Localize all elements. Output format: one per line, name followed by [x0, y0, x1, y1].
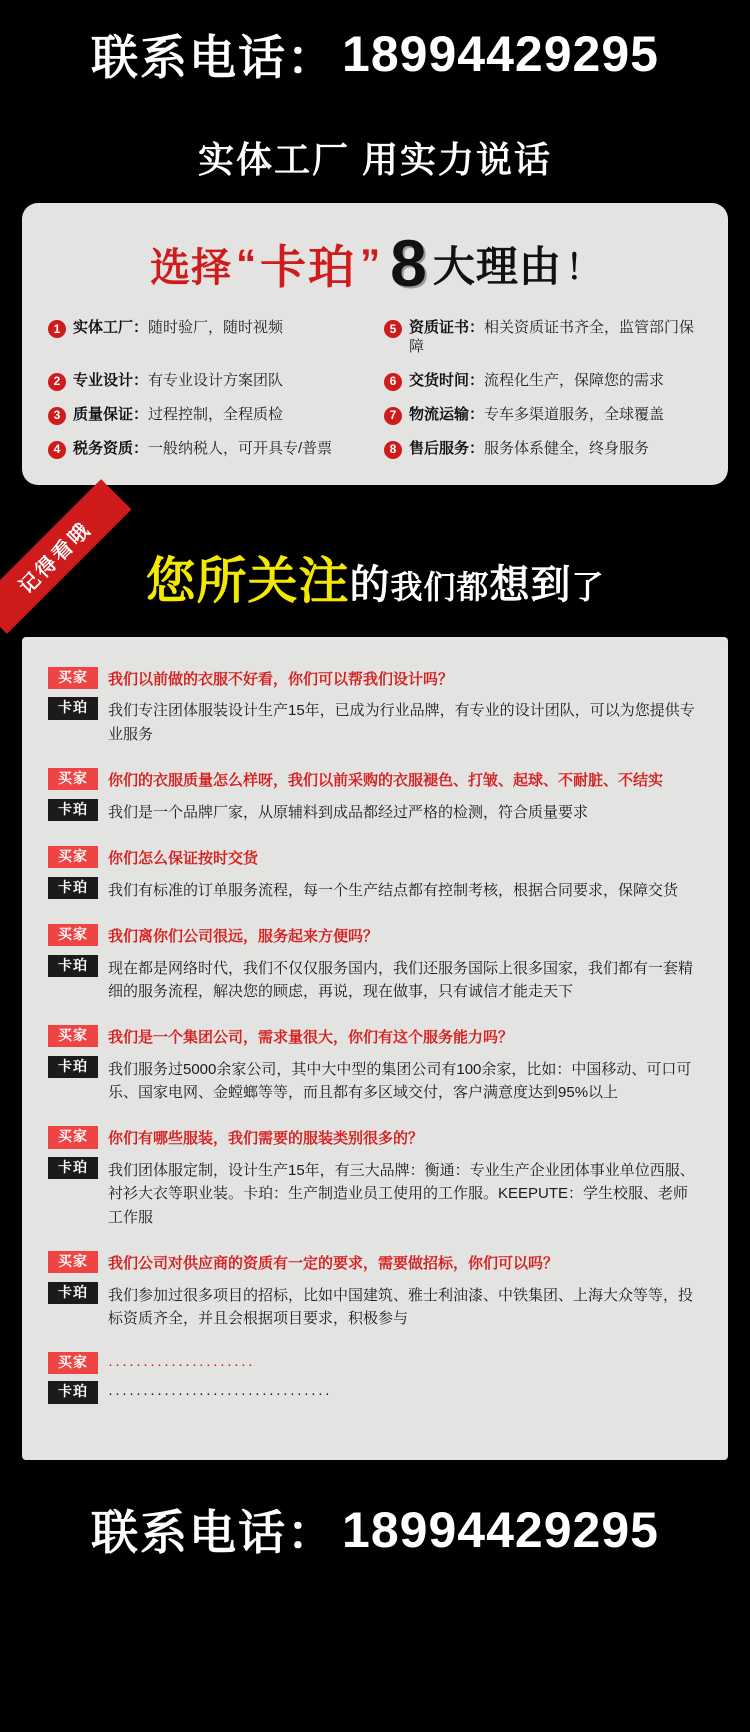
brand-tag: 卡珀 — [48, 799, 98, 821]
top-phone-banner — [0, 0, 750, 108]
buyer-tag: 买家 — [48, 846, 98, 868]
qa-question-text: 我们是一个集团公司，需求量很大，你们有这个服务能力吗？ — [108, 1029, 514, 1046]
reason-number: 2 — [48, 373, 66, 391]
buyer-tag: 买家 — [48, 1126, 98, 1148]
reason-title: 质量保证： — [73, 405, 149, 423]
qa-card — [22, 637, 728, 1460]
qa-answer-text: 我们参加过很多项目的招标，比如中国建筑、雅士利油漆、中铁集团、上海大众等等，投标资质齐全，并且会根据项目要求，积极参与 — [108, 1286, 694, 1327]
headline-suffix: 大理由 — [432, 243, 562, 290]
reason-desc: 随时验厂，随时视频 — [148, 319, 284, 336]
reason-desc: 专车多渠道服务，全球覆盖 — [484, 405, 665, 423]
qa-question-line — [48, 1025, 702, 1049]
qa-question-text: 你们有哪些服装，我们需要的服装类别很多的？ — [108, 1130, 424, 1148]
brand-tag: 卡珀 — [48, 1157, 98, 1179]
reason-item — [384, 440, 702, 459]
reason-number: 4 — [48, 441, 66, 459]
reason-item — [48, 406, 366, 425]
qa-question-line — [48, 768, 702, 792]
qa-answer-line — [48, 1381, 702, 1403]
qa-answer-text: ································ — [108, 1385, 332, 1403]
qa-question-text: ····················· — [108, 1356, 255, 1373]
qa-item — [48, 768, 702, 824]
top-phone-number: 18994429295 — [342, 26, 659, 82]
buyer-tag: 买家 — [48, 1352, 98, 1374]
qa-answer-line — [48, 799, 702, 824]
reasons-grid — [48, 319, 702, 459]
qa-item — [48, 667, 702, 746]
qa-title-part2: 的 — [349, 562, 391, 607]
headline-prefix: 选择 — [150, 245, 233, 290]
reason-number: 7 — [384, 407, 402, 425]
qa-answer-text: 我们专注团体服装设计生产15年，已成为行业品牌，有专业的设计团队，可以为您提供专业服务 — [108, 702, 695, 743]
reason-item — [384, 319, 702, 357]
qa-question-text: 你们的衣服质量怎么样呀，我们以前采购的衣服褪色、打皱、起球、不耐脏、不结实 — [108, 771, 664, 789]
qa-question-text: 你们怎么保证按时交货 — [108, 849, 259, 867]
buyer-tag: 买家 — [48, 1251, 98, 1273]
reason-title: 物流运输： — [409, 405, 485, 423]
qa-title-part1: 您所关注 — [145, 552, 350, 609]
qa-answer-text: 我们服务过5000余家公司，其中大中型的集团公司有100余家，比如：中国移动、可口可乐、国家电网、金螳螂等等，而且都有多区域交付，客户满意度达到95%以上 — [108, 1060, 692, 1101]
qa-section — [0, 519, 750, 1470]
qa-answer-text: 我们有标准的订单服务流程，每一个生产结点都有控制考核，根据合同要求，保障交货 — [108, 881, 679, 899]
qa-question-text: 我们以前做的衣服不好看，你们可以帮我们设计吗？ — [108, 670, 454, 688]
reasons-card — [22, 203, 728, 485]
reason-desc: 相关资质证书齐全，监管部门保障 — [409, 319, 695, 355]
reason-desc: 服务体系健全，终身服务 — [484, 439, 650, 457]
qa-item — [48, 924, 702, 1003]
qa-question-line — [48, 1251, 702, 1275]
reason-title: 专业设计： — [73, 371, 149, 389]
qa-answer-line — [48, 1056, 702, 1105]
headline-brand: 卡珀 — [260, 241, 357, 293]
qa-answer-line — [48, 697, 702, 746]
top-phone-label: 联系电话： — [91, 30, 337, 84]
reason-desc: 过程控制，全程质检 — [148, 405, 284, 423]
brand-tag: 卡珀 — [48, 955, 98, 977]
factory-title: 实体工厂 用实力说话 — [197, 139, 552, 180]
qa-answer-line — [48, 877, 702, 902]
reason-title: 税务资质： — [73, 439, 149, 457]
bottom-phone-number: 18994429295 — [342, 1501, 659, 1558]
reason-item — [384, 372, 702, 391]
reason-number: 3 — [48, 407, 66, 425]
bottom-phone-banner — [0, 1470, 750, 1590]
buyer-tag: 买家 — [48, 1025, 98, 1047]
headline-bang: ！ — [565, 248, 600, 287]
reason-number: 6 — [384, 373, 402, 391]
qa-item — [48, 1025, 702, 1104]
qa-answer-line — [48, 1157, 702, 1229]
reason-desc: 一般纳税人，可开具专/普票 — [148, 439, 333, 457]
qa-title — [0, 541, 750, 613]
buyer-tag: 买家 — [48, 768, 98, 790]
reason-title: 实体工厂： — [73, 319, 149, 336]
brand-tag: 卡珀 — [48, 877, 98, 899]
qa-question-line — [48, 667, 702, 691]
reason-desc: 有专业设计方案团队 — [148, 371, 284, 389]
qa-question-line — [48, 1352, 702, 1374]
reason-title: 交货时间： — [409, 371, 485, 389]
qa-header — [0, 519, 750, 637]
brand-tag: 卡珀 — [48, 697, 98, 719]
reason-item — [48, 440, 366, 459]
headline-quote-close: ” — [360, 241, 381, 286]
qa-title-part3: 我们都 — [390, 568, 490, 605]
brand-tag: 卡珀 — [48, 1282, 98, 1304]
headline-quote-open: “ — [236, 241, 257, 286]
corner-ribbon: 记得看哦 — [0, 479, 131, 634]
qa-answer-text: 我们团体服定制，设计生产15年，有三大品牌：衡通：专业生产企业团体事业单位西服、衬衫大衣等职业装。卡珀：生产制造业员工使用的工作服。KEEPUTE：学生校服、老师工作服 — [108, 1162, 695, 1226]
qa-answer-line — [48, 955, 702, 1004]
reason-number: 1 — [48, 320, 66, 338]
headline-number: 8 — [390, 226, 427, 301]
qa-question-line — [48, 924, 702, 948]
reason-number: 5 — [384, 320, 402, 338]
factory-section — [0, 108, 750, 485]
reason-number: 8 — [384, 441, 402, 459]
buyer-tag: 买家 — [48, 924, 98, 946]
reason-item — [48, 372, 366, 391]
reason-item — [48, 319, 366, 357]
qa-item — [48, 1352, 702, 1404]
brand-tag: 卡珀 — [48, 1056, 98, 1078]
reason-title: 资质证书： — [409, 319, 485, 336]
reasons-headline — [48, 225, 702, 319]
qa-question-text: 我们离你们公司很远，服务起来方便吗？ — [108, 927, 379, 945]
qa-item — [48, 846, 702, 902]
qa-question-text: 我们公司对供应商的资质有一定的要求，需要做招标，你们可以吗？ — [108, 1254, 559, 1272]
qa-question-line — [48, 1126, 702, 1150]
qa-item — [48, 1126, 702, 1229]
qa-answer-text: 我们是一个品牌厂家，从原辅料到成品都经过严格的检测，符合质量要求 — [108, 803, 589, 821]
qa-answer-line — [48, 1282, 702, 1331]
reason-item — [384, 406, 702, 425]
bottom-phone-label: 联系电话： — [91, 1506, 337, 1560]
qa-answer-text: 现在都是网络时代，我们不仅仅服务国内，我们还服务国际上很多国家，我们都有一套精细的服务流程，解决您的顾虑，再说，现在做事，只有诚信才能走天下 — [108, 959, 694, 1000]
brand-tag: 卡珀 — [48, 1381, 98, 1403]
qa-title-part4: 想到 — [489, 562, 572, 607]
qa-item — [48, 1251, 702, 1330]
qa-question-line — [48, 846, 702, 870]
reason-desc: 流程化生产，保障您的需求 — [484, 371, 665, 389]
buyer-tag: 买家 — [48, 667, 98, 689]
qa-title-part5: 了 — [571, 568, 605, 605]
reason-title: 售后服务： — [409, 439, 485, 457]
